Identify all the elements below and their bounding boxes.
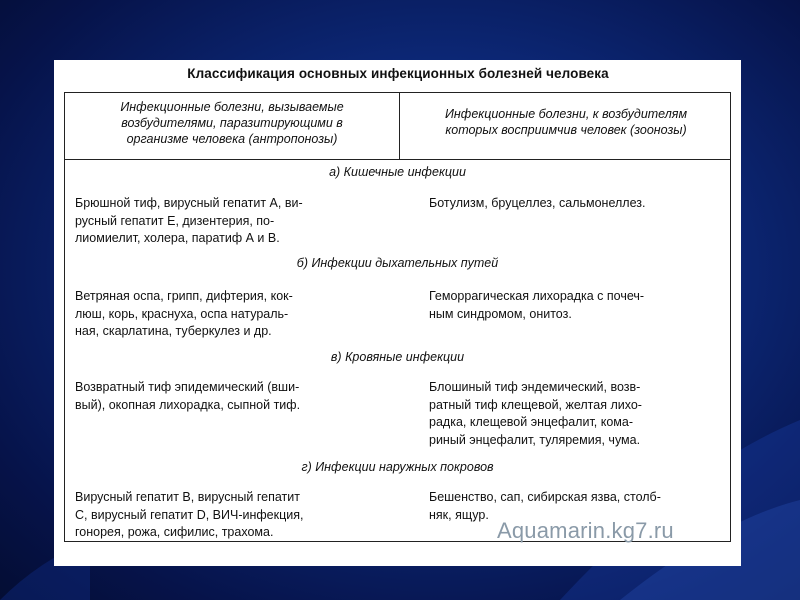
section-respiratory-zoonoses: Геморрагическая лихорадка с почеч- ным синдромом, онитоз. [429, 289, 645, 321]
classification-table [64, 92, 731, 542]
watermark: Aquamarin.kg7.ru [497, 518, 674, 543]
slide-content-card [54, 60, 741, 566]
section-title-intestinal: а) Кишечные инфекции [329, 165, 466, 179]
section-intestinal-zoonoses: Ботулизм, бруцеллез, сальмонеллез. [429, 196, 646, 210]
section-blood-zoonoses: Блошиный тиф эндемический, возв- ратный тиф клещевой, желтая лихо- радка, клещевой энцефалит, кома- риный энцефалит, туляремия, чума. [429, 380, 642, 447]
section-external-anthroponoses: Вирусный гепатит В, вирусный гепатит С, вирусный гепатит D, ВИЧ-инфекция, гонорея, рожа, сифилис, трахома. [75, 490, 304, 539]
document-title: Классификация основных инфекционных болезней человека [187, 66, 609, 81]
section-external-zoonoses: Бешенство, сап, сибирская язва, столб- няк, ящур. [429, 490, 661, 522]
table-header-row [65, 93, 730, 160]
section-title-blood: в) Кровяные инфекции [330, 350, 465, 364]
section-intestinal-anthroponoses: Брюшной тиф, вирусный гепатит А, ви- русный гепатит Е, дизентерия, по- лиомиелит, холера, паратиф А и В. [75, 196, 303, 245]
section-title-external: г) Инфекции наружных покровов [301, 460, 494, 474]
section-respiratory-anthroponoses: Ветряная оспа, грипп, дифтерия, кок- люш, корь, краснуха, оспа натураль- ная, скарлатина, туберкулез и др. [75, 289, 293, 338]
header-divider [399, 93, 400, 159]
header-zoonoses: Инфекционные болезни, к возбудителям которых восприимчив человек (зоонозы) [444, 107, 688, 137]
header-anthroponoses: Инфекционные болезни, вызываемые возбудителями, паразитирующими в организме человека (антропонозы) [120, 100, 344, 146]
section-title-respiratory: б) Инфекции дыхательных путей [296, 256, 499, 270]
section-blood-anthroponoses: Возвратный тиф эпидемический (вши- вый), окопная лихорадка, сыпной тиф. [75, 380, 301, 412]
